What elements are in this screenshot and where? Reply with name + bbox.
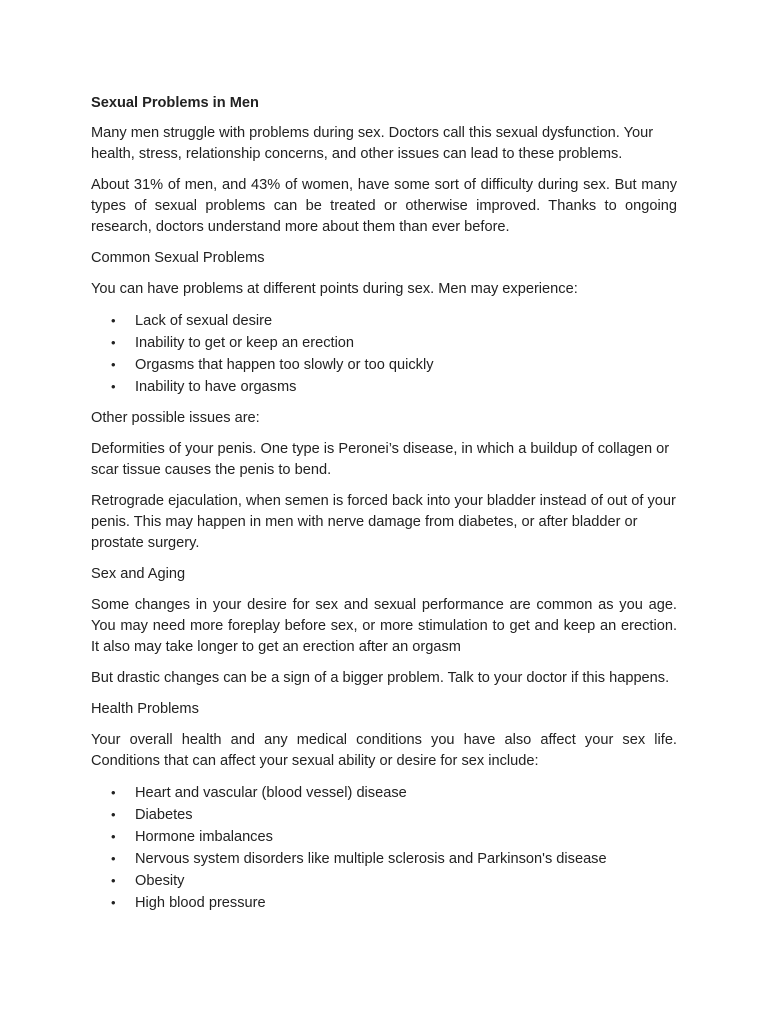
health-problems-lead: Your overall health and any medical conditions you have also affect your sex life. Conditions that can affect your sexual ability or desire for sex include: xyxy=(91,732,677,769)
list-item xyxy=(91,376,677,398)
common-problems-list xyxy=(91,310,677,398)
bullet-icon: • xyxy=(111,895,116,910)
aging-paragraph-2: But drastic changes can be a sign of a bigger problem. Talk to your doctor if this happens. xyxy=(91,670,670,686)
list-item xyxy=(91,892,677,914)
section-heading-sex-and-aging: Sex and Aging xyxy=(91,566,186,582)
section-heading-common-problems: Common Sexual Problems xyxy=(91,250,265,266)
list-item xyxy=(91,804,677,826)
section-heading-health-problems: Health Problems xyxy=(91,701,199,717)
list-item xyxy=(91,332,677,354)
list-item xyxy=(91,870,677,892)
list-item-text: Obesity xyxy=(135,873,185,889)
list-item xyxy=(91,354,677,376)
list-item xyxy=(91,310,677,332)
bullet-icon: • xyxy=(111,785,116,800)
list-item-text: Nervous system disorders like multiple sclerosis and Parkinson's disease xyxy=(135,851,607,867)
list-item-text: Orgasms that happen too slowly or too quickly xyxy=(135,357,434,373)
list-item-text: High blood pressure xyxy=(135,895,266,911)
bullet-icon: • xyxy=(111,357,116,372)
intro-paragraph-2: About 31% of men, and 43% of women, have some sort of difficulty during sex. But many types of sexual problems can be treated or otherwise improved. Thanks to ongoing research, doctors understand more about them than ever before. xyxy=(91,177,677,235)
intro-paragraph-1: Many men struggle with problems during sex. Doctors call this sexual dysfunction. Your health, stress, relationship concerns, and other issues can lead to these problems. xyxy=(91,125,654,162)
list-item-text: Lack of sexual desire xyxy=(135,313,273,329)
list-item xyxy=(91,848,677,870)
other-issues-lead: Other possible issues are: xyxy=(91,410,260,426)
bullet-icon: • xyxy=(111,851,116,866)
other-issues-paragraph-1: Deformities of your penis. One type is Peronei’s disease, in which a buildup of collagen or scar tissue causes the penis to bend. xyxy=(91,441,670,478)
list-item-text: Heart and vascular (blood vessel) disease xyxy=(135,785,407,801)
aging-paragraph-1: Some changes in your desire for sex and sexual performance are common as you age. You may need more foreplay before sex, or more stimulation to get and keep an erection. It also may take longer to get an erection after an orgasm xyxy=(91,597,677,655)
other-issues-paragraph-2: Retrograde ejaculation, when semen is forced back into your bladder instead of out of your penis. This may happen in men with nerve damage from diabetes, or after bladder or prostate surgery. xyxy=(91,493,676,551)
bullet-icon: • xyxy=(111,335,116,350)
list-item-text: Inability to have orgasms xyxy=(135,379,297,395)
list-item-text: Hormone imbalances xyxy=(135,829,273,845)
common-problems-lead: You can have problems at different points during sex. Men may experience: xyxy=(91,281,578,297)
list-item xyxy=(91,826,677,848)
bullet-icon: • xyxy=(111,313,116,328)
document-title: Sexual Problems in Men xyxy=(91,95,259,111)
bullet-icon: • xyxy=(111,873,116,888)
document-page xyxy=(91,93,677,924)
list-item-text: Inability to get or keep an erection xyxy=(135,335,355,351)
bullet-icon: • xyxy=(111,829,116,844)
list-item-text: Diabetes xyxy=(135,807,193,823)
health-conditions-list xyxy=(91,782,677,914)
bullet-icon: • xyxy=(111,807,116,822)
list-item xyxy=(91,782,677,804)
bullet-icon: • xyxy=(111,379,116,394)
